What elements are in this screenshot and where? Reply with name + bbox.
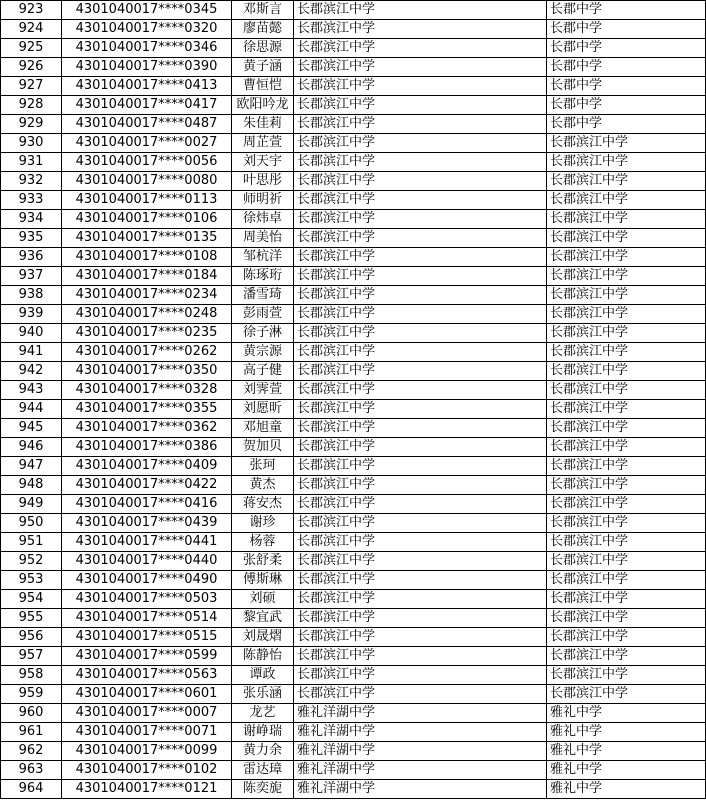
current-school: 雅礼洋湖中学	[294, 723, 547, 742]
student-name: 邓旭童	[232, 419, 294, 438]
row-number: 945	[1, 419, 62, 438]
student-id: 4301040017****0355	[62, 400, 232, 419]
admitted-school: 长郡滨江中学	[547, 305, 706, 324]
student-name: 蒋安杰	[232, 495, 294, 514]
table-row	[1, 96, 706, 115]
admitted-school: 长郡滨江中学	[547, 286, 706, 305]
table-row	[1, 685, 706, 704]
table-row	[1, 115, 706, 134]
current-school: 长郡滨江中学	[294, 172, 547, 191]
admitted-school: 长郡滨江中学	[547, 419, 706, 438]
student-name: 陈琢珩	[232, 267, 294, 286]
table-row	[1, 571, 706, 590]
student-name: 潘雪琦	[232, 286, 294, 305]
current-school: 长郡滨江中学	[294, 457, 547, 476]
student-name: 黎宜武	[232, 609, 294, 628]
student-name: 刘愿昕	[232, 400, 294, 419]
student-name: 黄子涵	[232, 58, 294, 77]
row-number: 941	[1, 343, 62, 362]
current-school: 长郡滨江中学	[294, 115, 547, 134]
admitted-school: 长郡中学	[547, 39, 706, 58]
table-row	[1, 324, 706, 343]
current-school: 长郡滨江中学	[294, 533, 547, 552]
admitted-school: 长郡滨江中学	[547, 248, 706, 267]
admitted-school: 长郡滨江中学	[547, 514, 706, 533]
student-name: 叶思彤	[232, 172, 294, 191]
row-number: 955	[1, 609, 62, 628]
student-id: 4301040017****0413	[62, 77, 232, 96]
student-id: 4301040017****0108	[62, 248, 232, 267]
student-name: 刘晟熠	[232, 628, 294, 647]
student-name: 彭雨萱	[232, 305, 294, 324]
admitted-school: 雅礼中学	[547, 723, 706, 742]
student-id: 4301040017****0601	[62, 685, 232, 704]
table-row	[1, 628, 706, 647]
student-id: 4301040017****0121	[62, 780, 232, 799]
admitted-school: 长郡滨江中学	[547, 324, 706, 343]
admitted-school: 长郡中学	[547, 58, 706, 77]
current-school: 长郡滨江中学	[294, 191, 547, 210]
current-school: 长郡滨江中学	[294, 571, 547, 590]
admitted-school: 长郡滨江中学	[547, 666, 706, 685]
admitted-school: 长郡滨江中学	[547, 609, 706, 628]
student-id: 4301040017****0102	[62, 761, 232, 780]
student-name: 刘硕	[232, 590, 294, 609]
table-row	[1, 381, 706, 400]
current-school: 长郡滨江中学	[294, 248, 547, 267]
student-name: 刘霁萱	[232, 381, 294, 400]
student-name: 黄宗源	[232, 343, 294, 362]
table-row	[1, 647, 706, 666]
current-school: 长郡滨江中学	[294, 267, 547, 286]
table-row	[1, 495, 706, 514]
current-school: 长郡滨江中学	[294, 419, 547, 438]
student-id: 4301040017****0071	[62, 723, 232, 742]
row-number: 933	[1, 191, 62, 210]
table-row	[1, 286, 706, 305]
row-number: 937	[1, 267, 62, 286]
student-id: 4301040017****0346	[62, 39, 232, 58]
admitted-school: 长郡滨江中学	[547, 647, 706, 666]
student-name: 陈静怡	[232, 647, 294, 666]
table-row	[1, 248, 706, 267]
row-number: 930	[1, 134, 62, 153]
admitted-school: 长郡滨江中学	[547, 343, 706, 362]
student-name: 谢珍	[232, 514, 294, 533]
student-id: 4301040017****0328	[62, 381, 232, 400]
student-name: 张舒柔	[232, 552, 294, 571]
student-id: 4301040017****0362	[62, 419, 232, 438]
student-id: 4301040017****0345	[62, 1, 232, 20]
student-id: 4301040017****0262	[62, 343, 232, 362]
student-id: 4301040017****0234	[62, 286, 232, 305]
current-school: 长郡滨江中学	[294, 590, 547, 609]
admitted-school: 雅礼中学	[547, 761, 706, 780]
student-name: 欧阳吟龙	[232, 96, 294, 115]
row-number: 947	[1, 457, 62, 476]
student-id: 4301040017****0514	[62, 609, 232, 628]
table-row	[1, 666, 706, 685]
admitted-school: 长郡滨江中学	[547, 533, 706, 552]
current-school: 长郡滨江中学	[294, 20, 547, 39]
table-row	[1, 134, 706, 153]
table-row	[1, 457, 706, 476]
student-name: 刘天宇	[232, 153, 294, 172]
row-number: 953	[1, 571, 62, 590]
student-name: 徐子淋	[232, 324, 294, 343]
row-number: 923	[1, 1, 62, 20]
student-name: 张珂	[232, 457, 294, 476]
student-id: 4301040017****0441	[62, 533, 232, 552]
student-id: 4301040017****0599	[62, 647, 232, 666]
student-id: 4301040017****0320	[62, 20, 232, 39]
student-name: 杨蓉	[232, 533, 294, 552]
current-school: 长郡滨江中学	[294, 39, 547, 58]
student-id: 4301040017****0184	[62, 267, 232, 286]
current-school: 长郡滨江中学	[294, 1, 547, 20]
table-row	[1, 590, 706, 609]
student-name: 朱佳莉	[232, 115, 294, 134]
row-number: 934	[1, 210, 62, 229]
row-number: 958	[1, 666, 62, 685]
student-name: 张乐涵	[232, 685, 294, 704]
admitted-school: 长郡滨江中学	[547, 191, 706, 210]
row-number: 939	[1, 305, 62, 324]
admitted-school: 长郡滨江中学	[547, 438, 706, 457]
admitted-school: 长郡滨江中学	[547, 628, 706, 647]
student-name: 周芷萱	[232, 134, 294, 153]
row-number: 954	[1, 590, 62, 609]
table-row	[1, 533, 706, 552]
admitted-school: 长郡滨江中学	[547, 685, 706, 704]
table-row	[1, 191, 706, 210]
current-school: 雅礼洋湖中学	[294, 742, 547, 761]
current-school: 长郡滨江中学	[294, 58, 547, 77]
table-row	[1, 362, 706, 381]
table-row	[1, 761, 706, 780]
student-id: 4301040017****0422	[62, 476, 232, 495]
row-number: 943	[1, 381, 62, 400]
admitted-school: 雅礼中学	[547, 780, 706, 799]
row-number: 950	[1, 514, 62, 533]
current-school: 长郡滨江中学	[294, 153, 547, 172]
table-row	[1, 514, 706, 533]
student-id: 4301040017****0503	[62, 590, 232, 609]
row-number: 951	[1, 533, 62, 552]
admitted-school: 长郡滨江中学	[547, 457, 706, 476]
admitted-school: 长郡滨江中学	[547, 590, 706, 609]
student-id: 4301040017****0135	[62, 229, 232, 248]
table-row	[1, 172, 706, 191]
table-row	[1, 400, 706, 419]
admitted-school: 长郡中学	[547, 77, 706, 96]
student-id: 4301040017****0417	[62, 96, 232, 115]
student-name: 高子健	[232, 362, 294, 381]
table-row	[1, 476, 706, 495]
admitted-school: 长郡滨江中学	[547, 210, 706, 229]
admitted-school: 长郡滨江中学	[547, 476, 706, 495]
current-school: 长郡滨江中学	[294, 495, 547, 514]
row-number: 960	[1, 704, 62, 723]
admitted-school: 雅礼中学	[547, 742, 706, 761]
table-row	[1, 77, 706, 96]
row-number: 957	[1, 647, 62, 666]
current-school: 长郡滨江中学	[294, 324, 547, 343]
current-school: 长郡滨江中学	[294, 514, 547, 533]
row-number: 963	[1, 761, 62, 780]
table-row	[1, 229, 706, 248]
current-school: 长郡滨江中学	[294, 609, 547, 628]
admitted-school: 长郡滨江中学	[547, 229, 706, 248]
row-number: 925	[1, 39, 62, 58]
row-number: 946	[1, 438, 62, 457]
student-name: 陈奕旎	[232, 780, 294, 799]
student-name: 师明祈	[232, 191, 294, 210]
student-id: 4301040017****0409	[62, 457, 232, 476]
table-row	[1, 58, 706, 77]
student-id: 4301040017****0386	[62, 438, 232, 457]
admitted-school: 长郡滨江中学	[547, 362, 706, 381]
admitted-school: 长郡中学	[547, 1, 706, 20]
table-row	[1, 723, 706, 742]
student-id: 4301040017****0113	[62, 191, 232, 210]
student-id: 4301040017****0080	[62, 172, 232, 191]
current-school: 雅礼洋湖中学	[294, 761, 547, 780]
student-name: 傅斯琳	[232, 571, 294, 590]
admitted-school: 长郡滨江中学	[547, 495, 706, 514]
current-school: 长郡滨江中学	[294, 400, 547, 419]
current-school: 长郡滨江中学	[294, 666, 547, 685]
student-name: 龙艺	[232, 704, 294, 723]
table-row	[1, 552, 706, 571]
current-school: 长郡滨江中学	[294, 476, 547, 495]
row-number: 944	[1, 400, 62, 419]
student-id: 4301040017****0007	[62, 704, 232, 723]
current-school: 长郡滨江中学	[294, 96, 547, 115]
current-school: 雅礼洋湖中学	[294, 780, 547, 799]
student-id: 4301040017****0490	[62, 571, 232, 590]
student-name: 黄杰	[232, 476, 294, 495]
student-name: 谢峥瑞	[232, 723, 294, 742]
student-id: 4301040017****0248	[62, 305, 232, 324]
admitted-school: 长郡中学	[547, 20, 706, 39]
row-number: 961	[1, 723, 62, 742]
row-number: 936	[1, 248, 62, 267]
student-name: 贺加贝	[232, 438, 294, 457]
student-name: 邹杭洋	[232, 248, 294, 267]
table-row	[1, 305, 706, 324]
student-id: 4301040017****0235	[62, 324, 232, 343]
student-name: 邓斯言	[232, 1, 294, 20]
admitted-school: 长郡滨江中学	[547, 172, 706, 191]
student-id: 4301040017****0439	[62, 514, 232, 533]
row-number: 959	[1, 685, 62, 704]
row-number: 964	[1, 780, 62, 799]
admitted-school: 雅礼中学	[547, 704, 706, 723]
admitted-school: 长郡滨江中学	[547, 400, 706, 419]
current-school: 长郡滨江中学	[294, 210, 547, 229]
student-name: 曹恒恺	[232, 77, 294, 96]
student-id: 4301040017****0056	[62, 153, 232, 172]
student-name: 廖苗懿	[232, 20, 294, 39]
current-school: 长郡滨江中学	[294, 305, 547, 324]
current-school: 长郡滨江中学	[294, 362, 547, 381]
admitted-school: 长郡滨江中学	[547, 153, 706, 172]
row-number: 962	[1, 742, 62, 761]
student-name: 徐思源	[232, 39, 294, 58]
table-row	[1, 1, 706, 20]
admitted-school: 长郡滨江中学	[547, 552, 706, 571]
current-school: 长郡滨江中学	[294, 134, 547, 153]
admitted-school: 长郡中学	[547, 115, 706, 134]
row-number: 948	[1, 476, 62, 495]
current-school: 长郡滨江中学	[294, 77, 547, 96]
student-id: 4301040017****0487	[62, 115, 232, 134]
student-id: 4301040017****0106	[62, 210, 232, 229]
row-number: 928	[1, 96, 62, 115]
student-id: 4301040017****0440	[62, 552, 232, 571]
row-number: 940	[1, 324, 62, 343]
row-number: 949	[1, 495, 62, 514]
current-school: 长郡滨江中学	[294, 229, 547, 248]
table-row	[1, 609, 706, 628]
row-number: 942	[1, 362, 62, 381]
current-school: 长郡滨江中学	[294, 381, 547, 400]
student-name: 徐炜卓	[232, 210, 294, 229]
current-school: 长郡滨江中学	[294, 647, 547, 666]
student-name: 雷达璋	[232, 761, 294, 780]
row-number: 924	[1, 20, 62, 39]
row-number: 926	[1, 58, 62, 77]
student-id: 4301040017****0099	[62, 742, 232, 761]
student-name: 黄力余	[232, 742, 294, 761]
roster-body	[1, 1, 706, 799]
admitted-school: 长郡滨江中学	[547, 571, 706, 590]
table-row	[1, 20, 706, 39]
student-id: 4301040017****0390	[62, 58, 232, 77]
table-row	[1, 267, 706, 286]
row-number: 929	[1, 115, 62, 134]
current-school: 长郡滨江中学	[294, 438, 547, 457]
current-school: 长郡滨江中学	[294, 685, 547, 704]
table-row	[1, 438, 706, 457]
student-name: 周美怡	[232, 229, 294, 248]
row-number: 932	[1, 172, 62, 191]
student-id: 4301040017****0416	[62, 495, 232, 514]
row-number: 952	[1, 552, 62, 571]
table-row	[1, 343, 706, 362]
student-id: 4301040017****0563	[62, 666, 232, 685]
admitted-school: 长郡滨江中学	[547, 134, 706, 153]
table-row	[1, 742, 706, 761]
student-id: 4301040017****0515	[62, 628, 232, 647]
table-row	[1, 780, 706, 799]
table-row	[1, 704, 706, 723]
current-school: 长郡滨江中学	[294, 552, 547, 571]
row-number: 935	[1, 229, 62, 248]
student-name: 谭政	[232, 666, 294, 685]
current-school: 长郡滨江中学	[294, 343, 547, 362]
table-row	[1, 39, 706, 58]
row-number: 931	[1, 153, 62, 172]
admitted-school: 长郡滨江中学	[547, 267, 706, 286]
student-id: 4301040017****0027	[62, 134, 232, 153]
current-school: 雅礼洋湖中学	[294, 704, 547, 723]
table-row	[1, 153, 706, 172]
table-row	[1, 419, 706, 438]
student-id: 4301040017****0350	[62, 362, 232, 381]
current-school: 长郡滨江中学	[294, 286, 547, 305]
row-number: 938	[1, 286, 62, 305]
row-number: 927	[1, 77, 62, 96]
admitted-school: 长郡中学	[547, 96, 706, 115]
current-school: 长郡滨江中学	[294, 628, 547, 647]
row-number: 956	[1, 628, 62, 647]
admitted-school: 长郡滨江中学	[547, 381, 706, 400]
table-row	[1, 210, 706, 229]
